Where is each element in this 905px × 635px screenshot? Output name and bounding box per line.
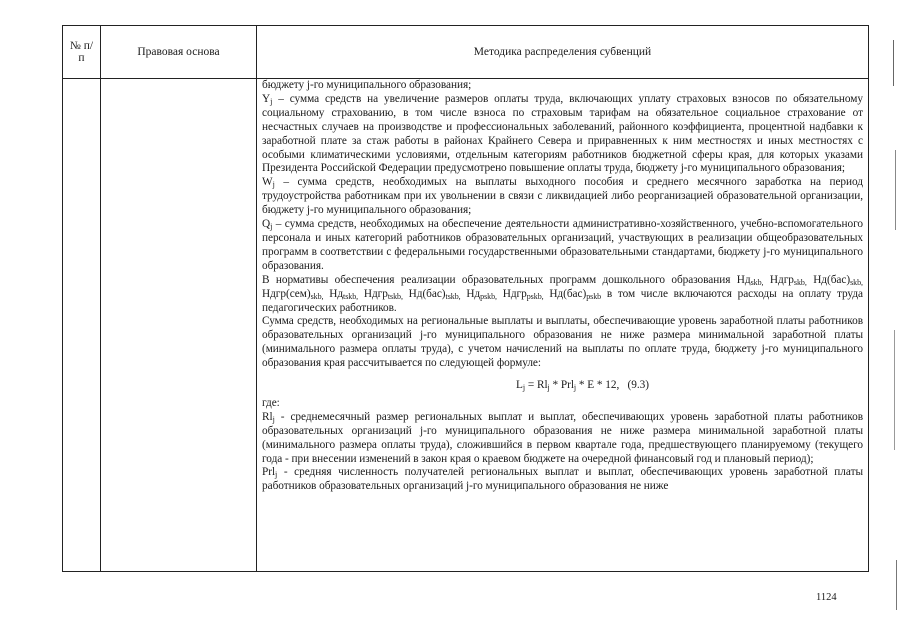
where-label: где: (262, 396, 280, 409)
header-methodology: Методика распределения субвенций (257, 26, 869, 79)
cell-legal-basis (101, 79, 257, 572)
methodology-text (257, 79, 868, 494)
scan-margin-mark (895, 150, 896, 230)
formula: $L_j = Rl_j * Prl_j * E * 12$, (9.3) (516, 379, 649, 393)
header-legal-basis: Правовая основа (101, 26, 257, 79)
scan-margin-mark (896, 560, 897, 610)
paragraph: $Q_j$ – сумма средств, необходимых на обеспечение деятельности административно-хозяйственного, учебно-вспомогательного персонала и иных категорий работников образовательных организаций, участвующих в реализации общеобразовательных программ в соответствии с федеральными государственными образовательными стандартами, бюджету j-го муниципального образования. (262, 218, 863, 272)
table-row (63, 79, 869, 572)
paragraph: $W_j$ – сумма средств, необходимых на выплаты выходного пособия и среднего месячного заработка на период трудоустройства работникам при их увольнении в связи с ликвидацией либо реорганизацией образовательной организации, бюджету j-го муниципального образования; (262, 176, 863, 217)
paragraph: Сумма средств, необходимых на региональные выплаты и выплаты, обеспечивающие уровень заработной платы работников образовательных организаций j-го муниципального образования не ниже размера минимальной заработной платы (минимального размера оплаты труда), с учетом начислений на выплаты по оплате труда, бюджету j-го муниципального образования края рассчитывается по следующей формуле: (262, 315, 863, 370)
table-header-row (63, 26, 869, 79)
cell-number (63, 79, 101, 572)
paragraph: В нормативы обеспечения реализации образовательных программ дошкольного образования $Нд_{skb,}$ Ндгр$_{skb,}$ $Нд(бас)_{skb,}$ $Ндгр(сем)_{skb,}$ $Нд_{tskb,}$ Ндгр$_{tskb,}$ $Нд(бас)_{tskb,}$ $Нд_{pskb,}$ Ндгр$_{pskb,}$ $Нд(бас)_{pskb}$ в том числе включаются расходы на оплату труда педагогических работников. (262, 273, 863, 314)
scan-margin-mark (893, 40, 894, 86)
subsidy-table (62, 25, 869, 572)
paragraph: Prl$_j$ - средняя численность получателей региональных выплат и выплат, обеспечивающих уровень заработной платы работников образовательных организаций j-го муниципального образования не ниже (262, 466, 863, 493)
paragraph: $Y_j$ – сумма средств на увеличение размеров оплаты труда, включающих уплату страховых взносов по обязательному социальному страхованию, в том числе взноса по страховым тарифам на обязательное социальное страхование от несчастных случаев на производстве и профессиональных заболеваний, районного коэффициента, процентной надбавки к заработной плате за стаж работы в районах Крайнего Севера и приравненных к ним местностях и иных местностях с особыми климатическими условиями, отдельным категориям работников бюджетной сферы края, для которых указами Президента Российской Федерации предусмотрено повышение оплаты труда, бюджету j-го муниципального образования; (262, 92, 863, 175)
scan-margin-mark (894, 330, 895, 450)
paragraph: $Rl_j$ - среднемесячный размер региональных выплат и выплат, обеспечивающих уровень заработной платы работников образовательных организаций j-го муниципального образования не ниже размера минимальной заработной платы (минимального размера оплаты труда), сложившийся в первом квартале года, предшествующего планируемому (текущего года - при внесении изменений в закон края о краевом бюджете на очередной финансовый год и плановый период); (262, 410, 863, 465)
page-number: 1124 (816, 592, 837, 603)
header-number: № п/п (63, 26, 101, 79)
paragraph: бюджету j-го муниципального образования; (262, 79, 472, 91)
cell-methodology (257, 79, 869, 572)
